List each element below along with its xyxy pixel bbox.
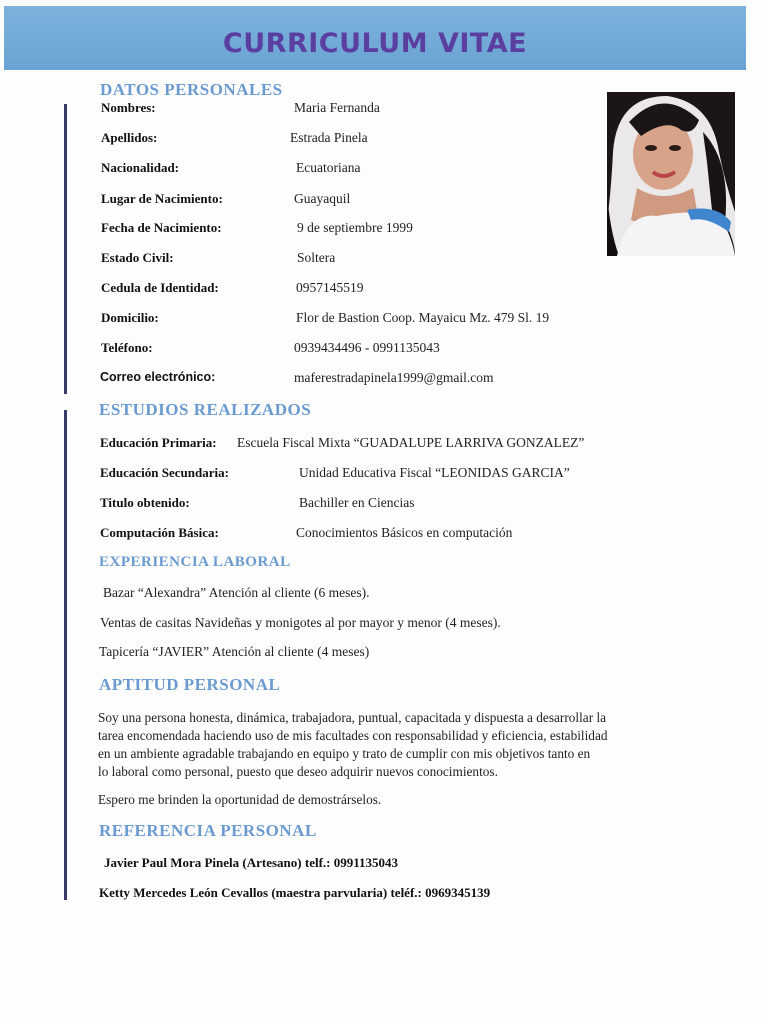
reference-item: Javier Paul Mora Pinela (Artesano) telf.: 0991135043 bbox=[104, 855, 399, 870]
label-secundaria: Educación Secundaria: bbox=[100, 465, 229, 480]
label-cedula: Cedula de Identidad: bbox=[101, 280, 219, 295]
label-lugar-nacimiento: Lugar de Nacimiento: bbox=[101, 191, 223, 206]
aptitude-line: lo laboral como personal, puesto que deseo adquirir nuevos conocimientos. bbox=[98, 764, 498, 779]
label-nacionalidad: Nacionalidad: bbox=[101, 160, 180, 175]
label-primaria: Educación Primaria: bbox=[100, 435, 217, 450]
label-correo: Correo electrónico: bbox=[100, 370, 216, 384]
aptitude-line: en un ambiente agradable trabajando en equipo y trato de cumplir con mis objetivos tanto en bbox=[98, 746, 591, 761]
experience-item: Bazar “Alexandra” Atención al cliente (6 meses). bbox=[103, 585, 370, 600]
value-nacionalidad: Ecuatoriana bbox=[296, 160, 361, 175]
section-heading-studies: ESTUDIOS REALIZADOS bbox=[99, 400, 312, 419]
aptitude-line: tarea encomendada haciendo uso de mis facultades con responsabilidad y eficiencia, estabilidad bbox=[98, 728, 608, 743]
value-lugar-nacimiento: Guayaquil bbox=[294, 191, 351, 206]
value-correo: maferestradapinela1999@gmail.com bbox=[294, 370, 494, 385]
label-computacion: Computación Básica: bbox=[100, 525, 219, 540]
value-primaria: Escuela Fiscal Mixta “GUADALUPE LARRIVA GONZALEZ” bbox=[237, 435, 585, 450]
left-margin-bar bbox=[64, 410, 67, 900]
section-heading-aptitude: APTITUD PERSONAL bbox=[99, 675, 281, 694]
title-banner bbox=[4, 6, 746, 70]
section-heading-references: REFERENCIA PERSONAL bbox=[99, 821, 317, 840]
value-titulo: Bachiller en Ciencias bbox=[299, 495, 415, 510]
value-fecha-nacimiento: 9 de septiembre 1999 bbox=[297, 220, 413, 235]
label-domicilio: Domicilio: bbox=[101, 310, 159, 325]
label-apellidos: Apellidos: bbox=[101, 130, 158, 145]
value-secundaria: Unidad Educativa Fiscal “LEONIDAS GARCIA” bbox=[299, 465, 570, 480]
reference-item: Ketty Mercedes León Cevallos (maestra parvularia) teléf.: 0969345139 bbox=[99, 885, 491, 900]
value-apellidos: Estrada Pinela bbox=[290, 130, 368, 145]
value-computacion: Conocimientos Básicos en computación bbox=[296, 525, 513, 540]
label-estado-civil: Estado Civil: bbox=[101, 250, 174, 265]
value-cedula: 0957145519 bbox=[296, 280, 364, 295]
value-estado-civil: Soltera bbox=[297, 250, 336, 265]
value-nombres: Maria Fernanda bbox=[294, 100, 380, 115]
experience-item: Tapicería “JAVIER” Atención al cliente (4 meses) bbox=[99, 644, 370, 659]
document-title: CURRICULUM VITAE bbox=[222, 28, 528, 59]
experience-item: Ventas de casitas Navideñas y monigotes al por mayor y menor (4 meses). bbox=[100, 615, 501, 630]
aptitude-closing: Espero me brinden la oportunidad de demostrárselos. bbox=[98, 792, 382, 807]
value-telefono: 0939434496 - 0991135043 bbox=[294, 340, 440, 355]
section-heading-experience: EXPERIENCIA LABORAL bbox=[99, 554, 291, 570]
left-margin-bar bbox=[64, 104, 67, 394]
aptitude-line: Soy una persona honesta, dinámica, trabajadora, puntual, capacitada y dispuesta a desarrollar la bbox=[98, 710, 607, 725]
label-fecha-nacimiento: Fecha de Nacimiento: bbox=[101, 220, 222, 235]
label-nombres: Nombres: bbox=[101, 100, 156, 115]
label-titulo: Titulo obtenido: bbox=[100, 495, 190, 510]
section-heading-personal: DATOS PERSONALES bbox=[100, 80, 283, 99]
value-domicilio: Flor de Bastion Coop. Mayaicu Mz. 479 Sl. 19 bbox=[296, 310, 550, 325]
label-telefono: Teléfono: bbox=[101, 340, 153, 355]
profile-photo bbox=[607, 92, 735, 256]
